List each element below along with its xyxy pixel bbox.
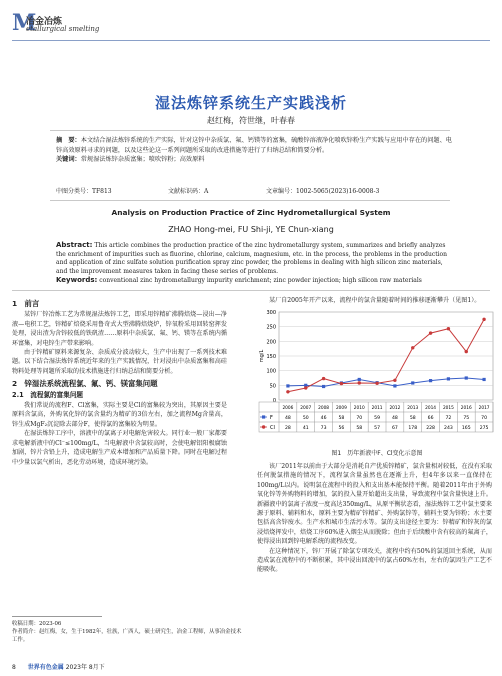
data-label-cl: 275 <box>479 426 489 431</box>
data-point-cl <box>375 382 378 385</box>
keywords-label: 关键词： <box>56 156 81 164</box>
x-tick-label: 2006 <box>282 406 294 411</box>
data-label-f: 66 <box>427 416 434 421</box>
data-point-f <box>482 378 485 381</box>
data-point-f <box>429 379 432 382</box>
data-point-f <box>465 376 468 379</box>
data-point-f <box>322 385 325 388</box>
data-label-f: 72 <box>445 416 452 421</box>
section-1-para-2: 由于锌精矿原料来源复杂、杂质成分波动较大，生产中出现了一系列技术难题。以下结合湿法炼锌系统近年来的生产实践情况，针对浸出中杂质富集和高硅物料处理等问题所采取的技术措施进行归纳总结和简要分析。 <box>12 349 227 375</box>
logo-letter: M <box>12 10 37 36</box>
x-tick-label: 2012 <box>389 406 401 411</box>
x-tick-label: 2009 <box>335 406 347 411</box>
separator-mid <box>50 200 450 201</box>
logo-en: etallurgical smelting <box>26 25 100 33</box>
section-2-title: 2 锌湿法系统流程氯、氟、钙、镁富集问题 <box>12 379 158 389</box>
col2-para-1: 某厂自2005年开产以来，流程中的氯含量随着时间的推移逐渐攀升（见图1）。 <box>269 297 481 304</box>
page-footer <box>12 662 115 671</box>
abstract-en-label: Abstract: <box>56 241 93 249</box>
data-label-cl: 56 <box>338 426 345 431</box>
header-rule <box>12 40 490 41</box>
data-point-cl <box>322 377 325 380</box>
data-label-f: 59 <box>374 416 381 421</box>
article-number: 文章编号：1002-5065(2023)16-0008-3 <box>266 188 380 195</box>
received-date: 收稿日期：2023-06 <box>12 621 62 627</box>
data-label-f: 70 <box>481 416 488 421</box>
x-tick-label: 2007 <box>300 406 312 411</box>
issue-info: 2023年 8月下 <box>65 664 105 671</box>
abstract-en-text: This article combines the production practice of the zinc hydrometallurgy system, summarizes and briefly analyzes the enrichment of impurities such as fluorine, chlorine, calcium, magnesium, etc. in the process, the problems in the production and application of zinc sulfate solution purification spray zinc powder, the problems in dealing with high silicon zinc materials, and the improvement measures taken in facing these series of problems. <box>56 242 448 275</box>
x-tick-label: 2013 <box>407 406 419 411</box>
data-label-cl: 73 <box>320 426 327 431</box>
logo-cn: 冶金冶炼 <box>26 17 63 27</box>
data-label-f: 58 <box>338 416 345 421</box>
data-point-cl <box>447 327 450 330</box>
doc-code: 文献标识码：A <box>168 188 209 195</box>
author-bio: 作者简介：赵红梅，女，生于1982年，壮族，广西人，硕士研究生，冶金工程师，从事冶金技术工作。 <box>12 629 242 643</box>
keywords-en-label: Keywords: <box>56 276 98 285</box>
data-point-cl <box>482 318 485 321</box>
x-tick-label: 2010 <box>353 406 365 411</box>
data-point-cl <box>465 350 468 353</box>
abstract-en <box>56 241 454 286</box>
y-tick-label: 250 <box>266 324 276 331</box>
y-tick-label: 300 <box>266 310 276 316</box>
footnote-rule <box>12 616 102 617</box>
data-point-f <box>393 384 396 387</box>
data-label-cl: 243 <box>444 426 453 431</box>
data-label-f: 46 <box>320 416 327 421</box>
legend-label-f: F <box>270 415 273 421</box>
line-chart <box>257 306 497 442</box>
data-point-cl <box>411 346 414 349</box>
data-label-cl: 58 <box>356 426 363 431</box>
data-point-cl <box>286 390 289 393</box>
keywords-en: conventional zinc hydrometallurgy impurity enrichment; zinc powder injection; high silicon raw materials <box>99 277 422 285</box>
authors-en: ZHAO Hong-mei, FU Shi-ji, YE Chun-xiang <box>168 225 334 234</box>
y-tick-label: 200 <box>266 339 276 346</box>
figure-1 <box>257 306 497 442</box>
footnote <box>12 620 242 644</box>
article-title-cn: 湿法炼锌系统生产实践浅析 <box>154 94 347 112</box>
y-tick-label: 100 <box>266 368 276 375</box>
data-label-cl: 165 <box>461 426 471 431</box>
figure-caption: 图1 历年新液中F、Cl变化示意图 <box>331 450 423 457</box>
data-point-cl <box>358 381 361 384</box>
page-number: 8 <box>12 664 16 671</box>
separator-top <box>50 130 450 131</box>
column-left <box>12 296 227 467</box>
section-2-1-para-2: 在湿法炼锌工序中，溶液中的氯离子对电解危害较大。同行业一般厂家都要求电解新液中的Cl⁻≤100mg/L，当电解液中含氯较高时，会使电解铝阳极腐蚀加剧，锌片含铅上升，造成电解生产成本增加和产品质量下降。同时在电解过程中少量以氯气析出，恶化劳动环境，造成环境污染。 <box>12 430 227 466</box>
y-tick-label: 0 <box>272 398 276 404</box>
data-point-cl <box>429 331 432 334</box>
data-label-cl: 67 <box>391 426 398 431</box>
abstract-label: 摘 要： <box>56 137 81 144</box>
data-point-cl <box>340 382 343 385</box>
section-2-1-title: 2.1 流程氯的富集问题 <box>12 390 84 399</box>
journal-header <box>12 10 490 50</box>
data-label-cl: 228 <box>426 426 435 431</box>
x-tick-label: 2008 <box>318 406 330 411</box>
data-label-f: 75 <box>463 416 470 421</box>
abstract-cn <box>56 136 454 165</box>
authors-cn: 赵红梅，符世继，叶春春 <box>207 116 295 125</box>
data-label-f: 50 <box>302 416 309 421</box>
article-title-en: Analysis on Production Practice of Zinc Hydrometallurgical System <box>111 208 391 217</box>
column-right-top <box>257 296 492 305</box>
y-axis-label: mg/L <box>259 349 265 363</box>
data-label-cl: 178 <box>408 426 418 431</box>
data-label-cl: 28 <box>284 426 291 431</box>
x-tick-label: 2015 <box>442 406 454 411</box>
y-tick-label: 50 <box>269 383 276 390</box>
section-1-para-1: 某锌厂锌冶炼工艺为常规湿法炼锌工艺，即采用锌精矿沸腾焙烧—浸出—净液—电积工艺，锌精矿焙烧采用鲁奇式大型沸腾焙烧炉，锌氧粉采用回转窑挥发处理，浸出渣为含锌较低的铁矾渣……原料中杂质氯、氟、钙、镁等在系统内循环富集，对电锌生产带来影响。 <box>12 311 227 347</box>
separator-body <box>12 290 490 291</box>
journal-name: 世界有色金属 <box>27 664 64 671</box>
x-tick-label: 2016 <box>460 406 472 411</box>
data-label-f: 58 <box>409 416 416 421</box>
section-1-title: 1 前言 <box>12 299 40 308</box>
column-right-bottom <box>257 462 492 575</box>
col2-para-3: 在这种情况下，锌厂开展了除氯专项攻关，流程中约有50%的氯返回主系统，从而造成氯在流程中的不断积累，其中浸出回流中的氯占60%左右，左右的氯因生产工艺不能吸收。 <box>257 547 492 574</box>
data-point-f <box>411 381 414 384</box>
x-tick-label: 2014 <box>425 406 437 411</box>
data-label-f: 70 <box>356 416 363 421</box>
col2-para-2: 该厂2011年以前由于大部分是消耗自产优质锌精矿，氯含量相对较低，在没有采取任何脱氯措施的情况下，流程氯含量虽然也在逐渐上升，但4年多以来一直保持在100mg/L以内。说明氯在流程中的投入和支出基本能保持平衡。随着2011年由于外购氧化锌等外购物料的增加，氯的投入量开始超出支出量，导致流程中氯含量快速上升。新疆液中的氯离子浓度一度高达350mg/L，从原平衡状态看，湿法炼锌工艺中氯主要来源于原料、辅料和水，原料主要为精矿锌精矿、外购氯锌等，辅料主要为锌粉；水主要包括高含锌废水。生产水和城市生活污水等。氯的支出途径主要为：锌精矿和锌灰的氯浸焙烧挥发中，焙烧工序60%进入烟尘从而脱除；但由于后续酸中含有较高的氟离子，使得浸出回到锌电解系统的流程改变。 <box>257 463 492 546</box>
data-point-f <box>286 384 289 387</box>
clc-number: 中图分类号：TF813 <box>56 188 112 195</box>
legend-label-cl: Cl <box>270 425 275 431</box>
data-point-cl <box>393 379 396 382</box>
keywords-cn: 常规湿法炼锌杂质富集；喷吹锌粉；高效原料 <box>80 156 205 164</box>
data-label-f: 48 <box>391 416 398 421</box>
data-point-cl <box>304 386 307 389</box>
data-label-cl: 57 <box>374 426 381 431</box>
data-point-f <box>447 377 450 380</box>
x-tick-label: 2011 <box>371 406 383 411</box>
section-2-1-para-1: 我们常说的流程F、Cl富集，实际主要是Cl的富集较为突出，其原因主要是原料含氯高，外购氧化锌的氯含量约为精矿的3倍左右，加之流程Mg含量高，锌生成MgF₂沉淀除去部分F，使得氯的富集较为明显。 <box>12 402 227 428</box>
data-label-cl: 41 <box>302 426 309 431</box>
x-tick-label: 2017 <box>478 406 490 411</box>
data-point-f <box>358 378 361 381</box>
data-label-f: 48 <box>284 416 291 421</box>
abstract-cn-text: 本文结合湿法炼锌系统的生产实际，针对这锌中杂质氯、氟、钙镁等的富集，硫酸锌溶液净化喷吹锌粉生产实践与应用中存在的问题、电锌高效原料寻求的问题，以及这些论这一系列问题所采取的改进措施等进行了归纳总结和简要分析。 <box>56 137 452 154</box>
y-tick-label: 150 <box>266 354 276 360</box>
